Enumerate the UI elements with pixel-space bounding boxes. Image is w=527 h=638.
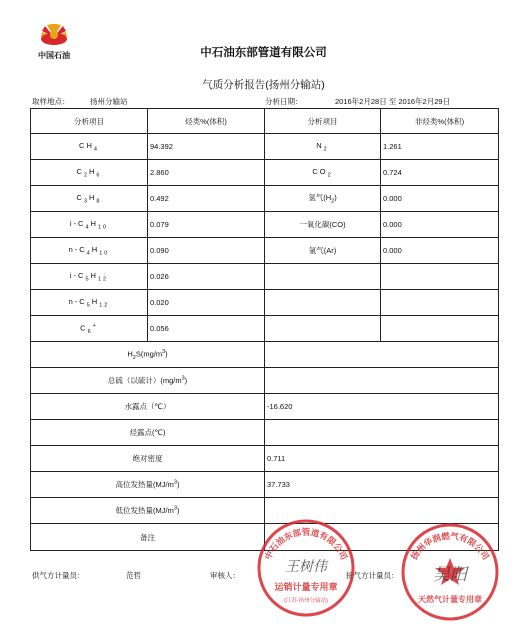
non-hydrocarbon-label: 氩气(Ar) bbox=[265, 238, 381, 264]
empty-cell bbox=[265, 264, 381, 290]
property-label: 低位发热量$(MJ/m^3)$ bbox=[31, 498, 265, 524]
component-label: $C_6^+$ bbox=[31, 316, 148, 342]
header-hydrocarbon: 烃类%(体积) bbox=[148, 109, 265, 134]
component-value: 2.860 bbox=[148, 160, 265, 186]
site-value: 扬州分输站 bbox=[90, 97, 128, 106]
table-row bbox=[31, 186, 499, 212]
right-seal-center-text: 天然气计量专用章 bbox=[418, 595, 482, 604]
date-label: 分析日期： bbox=[265, 97, 303, 106]
table-row bbox=[31, 290, 499, 316]
non-hydrocarbon-label: $CO_2$ bbox=[265, 160, 381, 186]
non-hydrocarbon-value: 0.000 bbox=[381, 186, 499, 212]
header-item: 分析项目 bbox=[31, 109, 148, 134]
property-label: 绝对密度 bbox=[31, 446, 265, 472]
property-label: 高位发热量$(MJ/m^3)$ bbox=[31, 472, 265, 498]
remarks-label: 备注 bbox=[31, 524, 265, 551]
non-hydrocarbon-value: 1.261 bbox=[381, 134, 499, 160]
table-row bbox=[31, 420, 499, 446]
table-row bbox=[31, 238, 499, 264]
non-hydrocarbon-value: 0.724 bbox=[381, 160, 499, 186]
right-official-seal bbox=[400, 522, 500, 622]
property-label: 水露点（℃） bbox=[31, 394, 265, 420]
left-official-seal bbox=[256, 518, 356, 618]
component-value: 0.026 bbox=[148, 264, 265, 290]
left-seal-signature: 王树伟 bbox=[285, 560, 327, 575]
table-row bbox=[31, 368, 499, 394]
property-value: -16.620 bbox=[265, 394, 499, 420]
supplier-label: 供气方计量员： bbox=[32, 571, 85, 580]
company-name: 中石油东部管道有限公司 bbox=[200, 47, 327, 59]
table-row bbox=[31, 160, 499, 186]
left-seal-outer-text: 中石油东部管道有限公司 bbox=[262, 527, 350, 562]
header-item: 分析项目 bbox=[265, 109, 381, 134]
site-label: 取样地点： bbox=[32, 97, 70, 106]
table-row bbox=[31, 472, 499, 498]
logo-text: 中国石油 bbox=[38, 51, 70, 60]
analysis-table bbox=[30, 108, 499, 551]
table-row bbox=[31, 342, 499, 368]
component-label: $n-C_4H_{10}$ bbox=[31, 238, 148, 264]
component-value: 0.079 bbox=[148, 212, 265, 238]
component-label: $CH_4$ bbox=[31, 134, 148, 160]
table-row bbox=[31, 134, 499, 160]
component-value: 0.056 bbox=[148, 316, 265, 342]
empty-cell bbox=[381, 316, 499, 342]
table-row bbox=[31, 212, 499, 238]
reviewer-label: 审核人： bbox=[210, 571, 240, 580]
component-label: $i-C_4H_{10}$ bbox=[31, 212, 148, 238]
receiver-label: 接气方计量员： bbox=[346, 571, 399, 580]
property-label: $H_2S(mg/m^3)$ bbox=[31, 342, 265, 368]
property-value: 37.733 bbox=[265, 472, 499, 498]
empty-cell bbox=[265, 290, 381, 316]
right-seal-signature: 吴阳 bbox=[433, 565, 467, 584]
component-label: $i-C_5H_{12}$ bbox=[31, 264, 148, 290]
empty-cell bbox=[265, 316, 381, 342]
table-row bbox=[31, 264, 499, 290]
left-seal-center-text: 运销计量专用章 bbox=[274, 582, 338, 592]
table-row bbox=[31, 316, 499, 342]
empty-cell bbox=[381, 290, 499, 316]
non-hydrocarbon-label: 氢气$(H_2)$ bbox=[265, 186, 381, 212]
property-label: 烃露点(℃) bbox=[31, 420, 265, 446]
left-seal-bottom-text: (江苏·扬州分输站) bbox=[284, 598, 328, 604]
table-row bbox=[31, 394, 499, 420]
non-hydrocarbon-value: 0.000 bbox=[381, 212, 499, 238]
table-row bbox=[31, 446, 499, 472]
report-title: 气质分析报告(扬州分输站) bbox=[202, 79, 325, 91]
non-hydrocarbon-value: 0.000 bbox=[381, 238, 499, 264]
property-value: 0.711 bbox=[265, 446, 499, 472]
date-value: 2016年2月28日 至 2016年2月29日 bbox=[335, 97, 451, 106]
right-seal-outer-text: 扬州华润燃气有限公司 bbox=[408, 530, 492, 562]
component-value: 0.020 bbox=[148, 290, 265, 316]
non-hydrocarbon-label: 一氧化碳(CO) bbox=[265, 212, 381, 238]
non-hydrocarbon-label: $N_2$ bbox=[265, 134, 381, 160]
header-non-hydrocarbon: 非烃类%(体积) bbox=[381, 109, 499, 134]
component-label: $C_3H_8$ bbox=[31, 186, 148, 212]
property-value bbox=[265, 342, 499, 368]
component-label: $n-C_5H_{12}$ bbox=[31, 290, 148, 316]
table-header-row bbox=[31, 109, 499, 134]
property-value bbox=[265, 420, 499, 446]
property-value bbox=[265, 368, 499, 394]
property-label: 总硫（以硫计）$(mg/m^3)$ bbox=[31, 368, 265, 394]
component-value: 94.392 bbox=[148, 134, 265, 160]
component-value: 0.090 bbox=[148, 238, 265, 264]
component-value: 0.492 bbox=[148, 186, 265, 212]
empty-cell bbox=[381, 264, 499, 290]
component-label: $C_2H_6$ bbox=[31, 160, 148, 186]
supplier-value: 范哲 bbox=[126, 571, 141, 580]
